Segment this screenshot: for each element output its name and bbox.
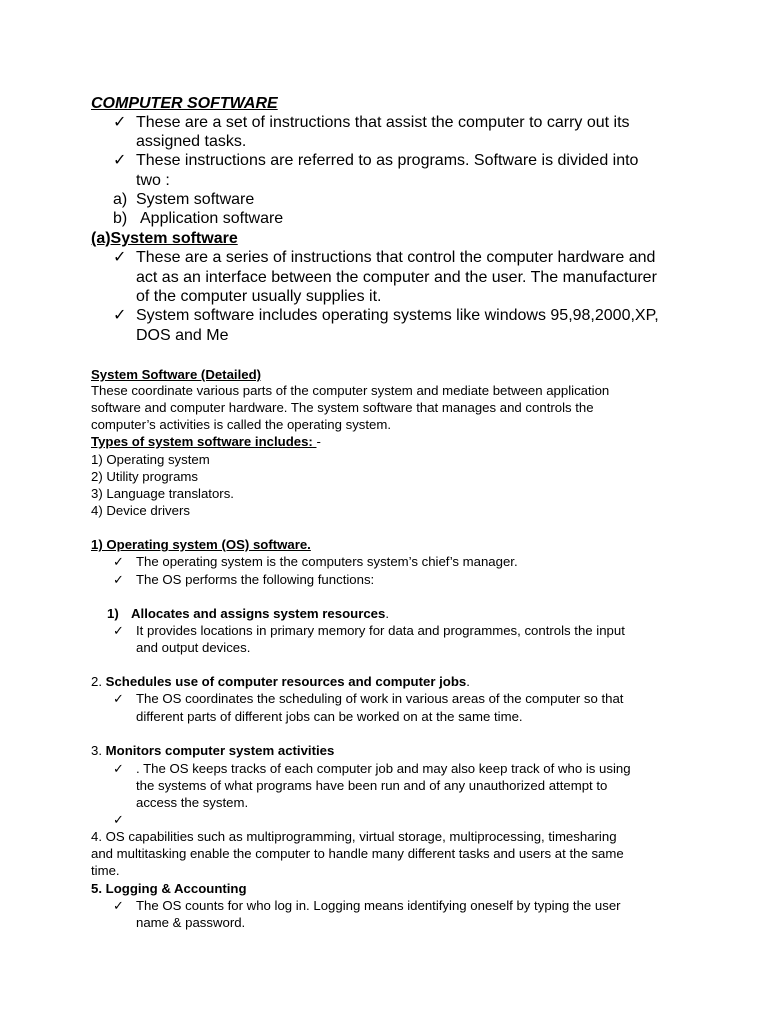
function-1-suffix: . xyxy=(385,606,390,621)
types-heading-suffix: - xyxy=(316,434,321,449)
function-5-bullet-line-1: The OS counts for who log in. Logging means identifying oneself by typing the user xyxy=(136,898,621,913)
check-icon: ✓ xyxy=(113,691,125,706)
function-1-bullet-line-1: It provides locations in primary memory for data and programmes, controls the input xyxy=(136,623,625,638)
check-icon: ✓ xyxy=(113,623,125,638)
list-marker-a: a) xyxy=(113,191,128,208)
check-icon: ✓ xyxy=(113,249,127,266)
intro-bullet-1-line-2: assigned tasks. xyxy=(136,133,247,150)
os-bullet-2: The OS performs the following functions: xyxy=(136,572,375,587)
function-5-heading: 5. Logging & Accounting xyxy=(91,881,247,896)
function-3-bullet-line-3: access the system. xyxy=(136,795,249,810)
function-2-suffix: . xyxy=(466,674,470,689)
function-2-title: Schedules use of computer resources and computer jobs xyxy=(105,674,467,689)
detailed-paragraph-line-2: software and computer hardware. The system software that manages and controls the xyxy=(91,400,594,415)
check-icon: ✓ xyxy=(113,307,127,324)
function-4-line-3: time. xyxy=(91,863,120,878)
function-4-line-2: and multitasking enable the computer to handle many different tasks and users at the same xyxy=(91,846,624,861)
function-1-heading xyxy=(131,605,389,622)
page-title: COMPUTER SOFTWARE xyxy=(91,95,278,112)
intro-bullet-2-line-2: two : xyxy=(136,172,170,189)
os-heading: 1) Operating system (OS) software. xyxy=(91,537,311,552)
list-marker-b: b) xyxy=(113,210,128,227)
check-icon: ✓ xyxy=(113,898,125,913)
function-5-bullet-line-2: name & password. xyxy=(136,915,246,930)
list-item-application-software: Application software xyxy=(140,210,284,227)
function-3-prefix: 3. xyxy=(91,743,106,758)
check-icon: ✓ xyxy=(113,114,127,131)
types-item-4: 4) Device drivers xyxy=(91,503,190,518)
check-icon: ✓ xyxy=(113,554,125,569)
types-heading-line xyxy=(91,433,321,450)
system-bullet-1-line-2: act as an interface between the computer and the user. The manufacturer xyxy=(136,269,657,286)
system-bullet-2-line-2: DOS and Me xyxy=(136,327,229,344)
section-heading-system-software: (a)System software xyxy=(91,230,238,247)
function-3-title: Monitors computer system activities xyxy=(105,743,335,758)
types-heading: Types of system software includes: xyxy=(91,434,317,449)
detailed-heading: System Software (Detailed) xyxy=(91,367,262,382)
check-icon: ✓ xyxy=(113,152,127,169)
check-icon: ✓ xyxy=(113,761,125,776)
intro-bullet-1-line-1: These are a set of instructions that assist the computer to carry out its xyxy=(136,114,630,131)
function-2-bullet-line-2: different parts of different jobs can be worked on at the same time. xyxy=(136,709,523,724)
types-item-1: 1) Operating system xyxy=(91,452,210,467)
system-bullet-2-line-1: System software includes operating systems like windows 95,98,2000,XP, xyxy=(136,307,659,324)
function-1-marker: 1) xyxy=(107,606,119,621)
function-2-heading xyxy=(91,673,470,690)
function-4-line-1: 4. OS capabilities such as multiprogramming, virtual storage, multiprocessing, timesharing xyxy=(91,829,617,844)
intro-bullet-2-line-1: These instructions are referred to as programs. Software is divided into xyxy=(136,152,639,169)
types-item-3: 3) Language translators. xyxy=(91,486,234,501)
function-2-bullet-line-1: The OS coordinates the scheduling of work in various areas of the computer so that xyxy=(136,691,624,706)
types-item-2: 2) Utility programs xyxy=(91,469,198,484)
function-1-title: Allocates and assigns system resources xyxy=(131,606,386,621)
detailed-paragraph-line-3: computer’s activities is called the operating system. xyxy=(91,417,392,432)
list-item-system-software: System software xyxy=(136,191,255,208)
function-2-prefix: 2. xyxy=(91,674,106,689)
detailed-paragraph-line-1: These coordinate various parts of the computer system and mediate between application xyxy=(91,383,610,398)
check-icon: ✓ xyxy=(113,572,125,587)
system-bullet-1-line-1: These are a series of instructions that control the computer hardware and xyxy=(136,249,656,266)
check-icon: ✓ xyxy=(113,812,125,827)
function-3-bullet-line-2: the systems of what programs have been run and of any unauthorized attempt to xyxy=(136,778,608,793)
function-3-heading xyxy=(91,742,334,759)
system-bullet-1-line-3: of the computer usually supplies it. xyxy=(136,288,382,305)
function-3-bullet-line-1: . The OS keeps tracks of each computer job and may also keep track of who is using xyxy=(136,761,631,776)
os-bullet-1: The operating system is the computers system’s chief’s manager. xyxy=(136,554,518,569)
function-1-bullet-line-2: and output devices. xyxy=(136,640,251,655)
